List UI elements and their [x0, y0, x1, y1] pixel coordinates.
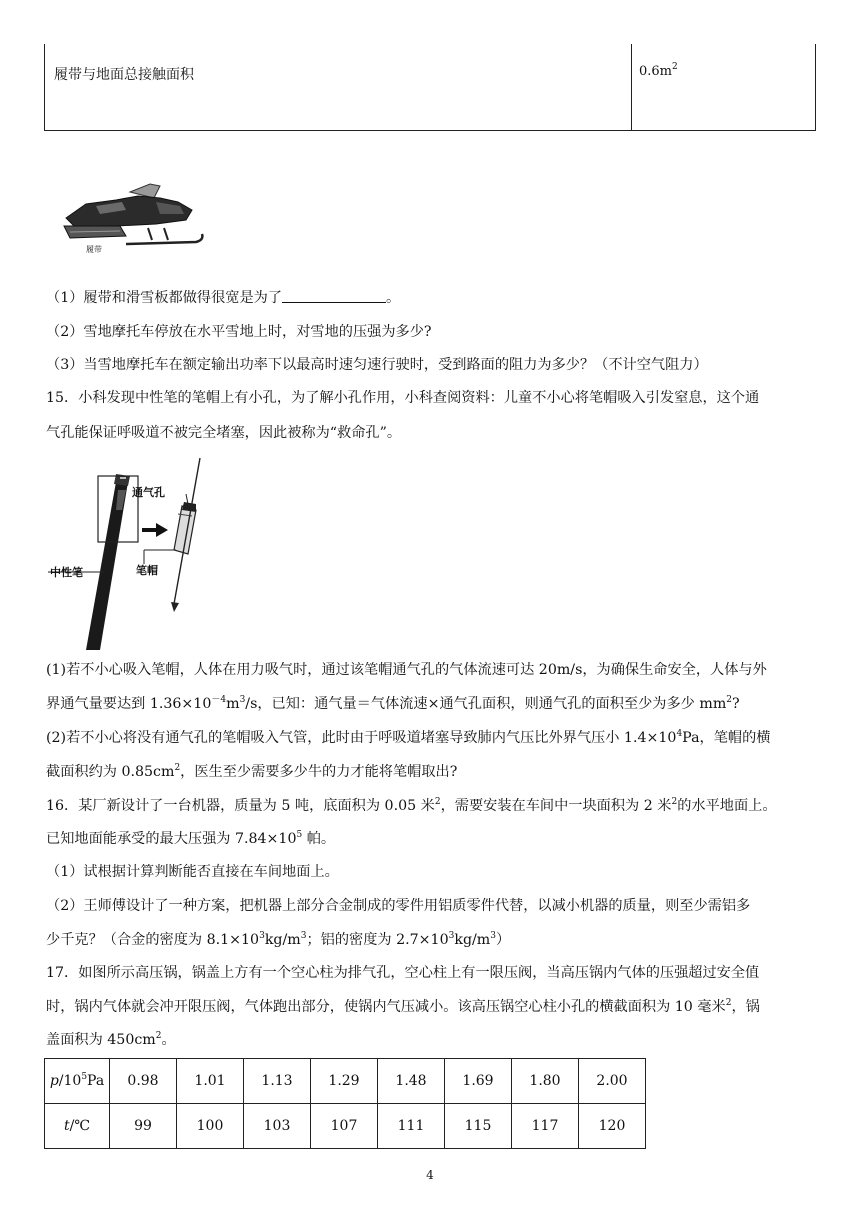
pressure-temperature-table [44, 1058, 646, 1149]
q14-part3: （3）当雪地摩托车在额定输出功率下以最高时速匀速行驶时，受到路面的阻力为多少？（不计空气阻力） [46, 357, 708, 373]
q14-part2: （2）雪地摩托车停放在水平雪地上时，对雪地的压强为多少? [46, 324, 432, 340]
q15-line2: 气孔能保证呼吸道不被完全堵塞，因此被称为“救命孔”。 [46, 425, 402, 441]
contact-area-value: $0.6m^2$ [639, 62, 678, 79]
pen-cap-label: 笔帽 [136, 564, 158, 577]
pressure-row-header: $p/10^5Pa$ [45, 1059, 110, 1104]
pressure-cell: 1.48 [378, 1059, 445, 1104]
gel-pen-label: 中性笔 [50, 566, 83, 579]
answer-blank[interactable] [282, 289, 386, 303]
temperature-cell: 117 [512, 1104, 579, 1149]
temperature-cell: 115 [445, 1104, 512, 1149]
temperature-cell: 103 [244, 1104, 311, 1149]
q16-part1: （1）试根据计算判断能否直接在车间地面上。 [46, 864, 339, 880]
table-cell-label [44, 44, 632, 131]
page-number: 4 [426, 1168, 434, 1182]
q17-line3: 盖面积为 $450cm^2$。 [46, 1031, 176, 1048]
q15-part2-line2: 截面积约为 $0.85cm^2$，医生至少需要多少牛的力才能将笔帽取出? [46, 763, 458, 780]
top-table [44, 44, 816, 132]
q14-part1: （1）履带和滑雪板都做得很宽是为了 。 [46, 290, 401, 306]
pressure-cell: 1.69 [445, 1059, 512, 1104]
vent-hole-label: 通气孔 [132, 486, 165, 499]
temperature-cell: 120 [579, 1104, 646, 1149]
pressure-cell: 1.80 [512, 1059, 579, 1104]
q17-line1: 17．如图所示高压锅，锅盖上方有一个空心柱为排气孔，空心柱上有一限压阀，当高压锅内气体的压强超过安全值 [46, 965, 760, 981]
temperature-cell: 99 [110, 1104, 177, 1149]
pen-cap-figure [46, 454, 216, 650]
table-cell-value [631, 44, 816, 131]
q15-part1-line1: (1)若不小心吸入笔帽，人体在用力吸气时，通过该笔帽通气孔的气体流速可达 20m/s，为确保生命安全，人体与外 [46, 662, 767, 678]
q15-line1: 15．小科发现中性笔的笔帽上有小孔，为了解小孔作用，小科查阅资料：儿童不小心将笔帽吸入引发窒息，这个通 [46, 390, 760, 406]
pressure-cell: 0.98 [110, 1059, 177, 1104]
q15-part1-line2: 界通气量要达到 $1.36\times 10^{-4}m^3/s$，已知：通气量＝气体流速×通气孔面积，则通气孔的面积至少为多少 $mm^2$? [46, 695, 740, 712]
temperature-cell: 107 [311, 1104, 378, 1149]
temperature-cell: 100 [177, 1104, 244, 1149]
pressure-cell: 2.00 [579, 1059, 646, 1104]
q16-line2: 已知地面能承受的最大压强为 $7.84\times 10^5$ 帕。 [46, 830, 336, 847]
q16-part2-line1: （2）王师傅设计了一种方案，把机器上部分合金制成的零件用铝质零件代替，以减小机器的质量，则至少需铝多 [46, 898, 751, 914]
snowmobile-track-label: 履带 [86, 245, 102, 254]
pressure-cell: 1.29 [311, 1059, 378, 1104]
contact-area-label: 履带与地面总接触面积 [54, 67, 194, 83]
pressure-cell: 1.01 [177, 1059, 244, 1104]
snowmobile-figure [56, 176, 206, 260]
q15-part2-line1: (2)若不小心将没有通气孔的笔帽吸入气管，此时由于呼吸道堵塞导致肺内气压比外界气压小 $1.4\times 10^4Pa$，笔帽的横 [46, 729, 771, 746]
temperature-row-header: t/℃ [45, 1104, 110, 1149]
q17-line2: 时，锅内气体就会冲开限压阀，气体跑出部分，使锅内气压减小。该高压锅空心柱小孔的横截面积为 10 毫米$^2$，锅 [46, 998, 760, 1015]
table-row [45, 1104, 646, 1149]
q16-part2-line2: 少千克？（合金的密度为 $8.1\times 10^3kg/m^3$；铝的密度为 $2.7\times 10^3kg/m^3$） [46, 931, 511, 948]
temperature-cell: 111 [378, 1104, 445, 1149]
table-row [45, 1059, 646, 1104]
pressure-cell: 1.13 [244, 1059, 311, 1104]
q16-line1: 16．某厂新设计了一台机器，质量为 5 吨，底面积为 0.05 米$^2$，需要安装在车间中一块面积为 2 米$^2$的水平地面上。 [46, 797, 777, 814]
